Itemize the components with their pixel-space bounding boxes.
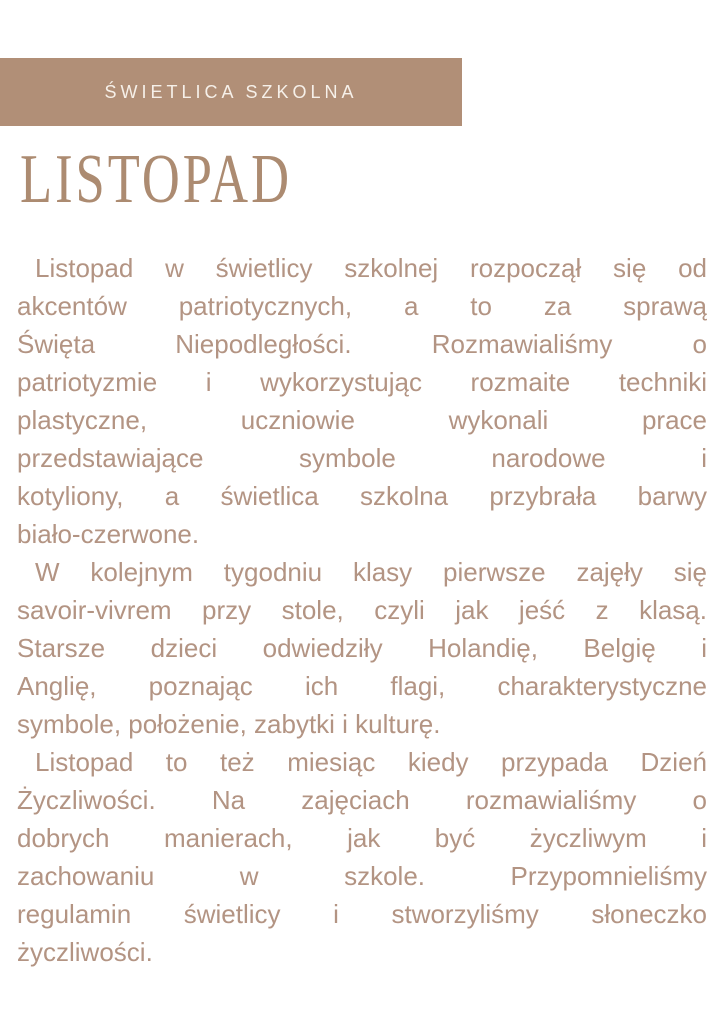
text-line: symbole, położenie, zabytki i kulturę. [17,709,441,739]
text-line: plastyczne, uczniowie wykonali prace [17,405,707,435]
header-banner [0,58,462,126]
text-line: regulamin świetlicy i stworzyliśmy słoneczko [17,899,707,929]
text-line: przedstawiające symbole narodowe i [17,443,707,473]
text-line: kotyliony, a świetlica szkolna przybrała barwy [17,481,707,511]
text-line: patriotyzmie i wykorzystując rozmaite techniki [17,367,707,397]
text-line: W kolejnym tygodniu klasy pierwsze zajęły się [35,557,707,587]
text-line: Święta Niepodległości. Rozmawialiśmy o [17,329,707,359]
text-line: dobrych manierach, jak być życzliwym i [17,823,707,853]
text-line: życzliwości. [17,937,153,967]
text-line: Życzliwości. Na zajęciach rozmawialiśmy o [17,785,707,815]
text-line: Listopad w świetlicy szkolnej rozpoczął się od [35,253,707,283]
paragraph [17,249,707,553]
text-line: savoir-vivrem przy stole, czyli jak jeść z klasą. [17,595,707,625]
text-line: Anglię, poznając ich flagi, charakterystyczne [17,671,707,701]
paragraph [17,553,707,743]
banner-title: ŚWIETLICA SZKOLNA [104,81,358,102]
article-body [17,249,707,971]
text-line: Starsze dzieci odwiedziły Holandię, Belgię i [17,633,707,663]
paragraph [17,743,707,971]
text-line: biało-czerwone. [17,519,200,549]
page-title: LISTOPAD [20,141,292,218]
text-line: akcentów patriotycznych, a to za sprawą [17,291,707,321]
text-line: zachowaniu w szkole. Przypomnieliśmy [17,861,707,891]
text-line: Listopad to też miesiąc kiedy przypada Dzień [35,747,707,777]
